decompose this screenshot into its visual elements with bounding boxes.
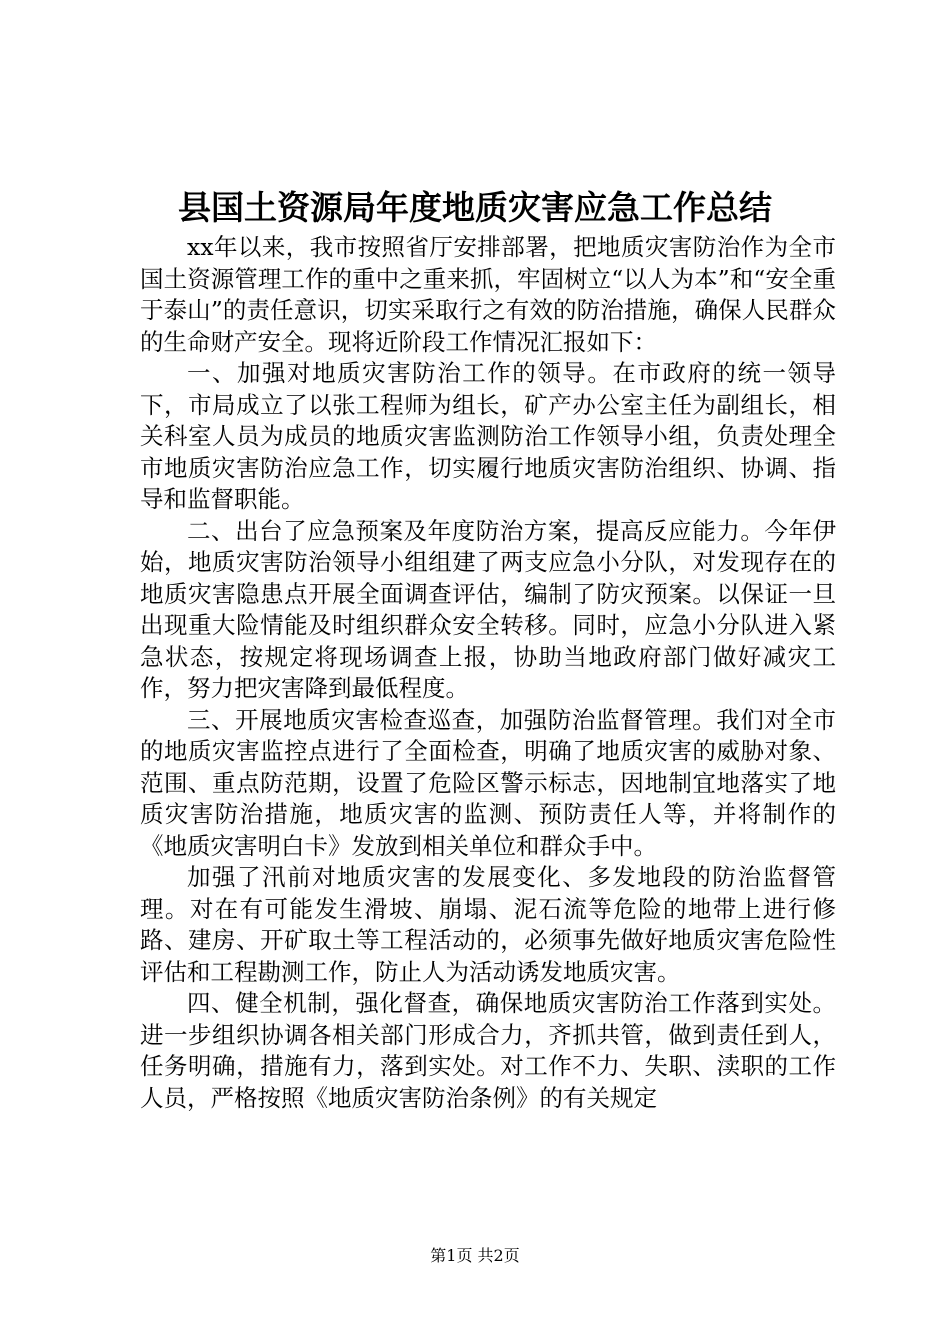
paragraph-section-4: 四、健全机制，强化督查，确保地质灾害防治工作落到实处。进一步组织协调各相关部门形成合力，齐抓共管，做到责任到人，任务明确，措施有力，落到实处。对工作不力、失职、渎职的工作人员，严格按照《地质灾害防治条例》的有关规定 xyxy=(140,989,836,1112)
paragraph-section-3-continued: 加强了汛前对地质灾害的发展变化、多发地段的防治监督管理。对在有可能发生滑坡、崩塌、泥石流等危险的地带上进行修路、建房、开矿取土等工程活动的，必须事先做好地质灾害危险性评估和工程勘测工作，防止人为活动诱发地质灾害。 xyxy=(140,863,836,986)
paragraph-section-3: 三、开展地质灾害检查巡查，加强防治监督管理。我们对全市的地质灾害监控点进行了全面检查，明确了地质灾害的威胁对象、范围、重点防范期，设置了危险区警示标志，因地制宜地落实了地质灾害防治措施，地质灾害的监测、预防责任人等，并将制作的《地质灾害明白卡》发放到相关单位和群众手中。 xyxy=(140,705,836,860)
paragraph-section-1: 一、加强对地质灾害防治工作的领导。在市政府的统一领导下，市局成立了以张工程师为组长，矿产办公室主任为副组长，相关科室人员为成员的地质灾害监测防治工作领导小组，负责处理全市地质灾害防治应急工作，切实履行地质灾害防治组织、协调、指导和监督职能。 xyxy=(140,359,836,513)
paragraph-section-2: 二、出台了应急预案及年度防治方案，提高反应能力。今年伊始，地质灾害防治领导小组组建了两支应急小分队，对发现存在的地质灾害隐患点开展全面调查评估，编制了防灾预案。以保证一旦出现重大险情能及时组织群众安全转移。同时，应急小分队进入紧急状态，按规定将现场调查上报，协助当地政府部门做好减灾工作，努力把灾害降到最低程度。 xyxy=(140,516,836,702)
document-body xyxy=(140,232,836,1114)
paragraph-intro: xx年以来，我市按照省厅安排部署，把地质灾害防治作为全市国土资源管理工作的重中之重来抓，牢固树立“以人为本”和“安全重于泰山”的责任意识，切实采取行之有效的防治措施，确保人民群众的生命财产安全。现将近阶段工作情况汇报如下： xyxy=(140,233,836,356)
document-title: 县国土资源局年度地质灾害应急工作总结 xyxy=(178,188,772,227)
page-footer: 第1页 共2页 xyxy=(430,1246,520,1265)
